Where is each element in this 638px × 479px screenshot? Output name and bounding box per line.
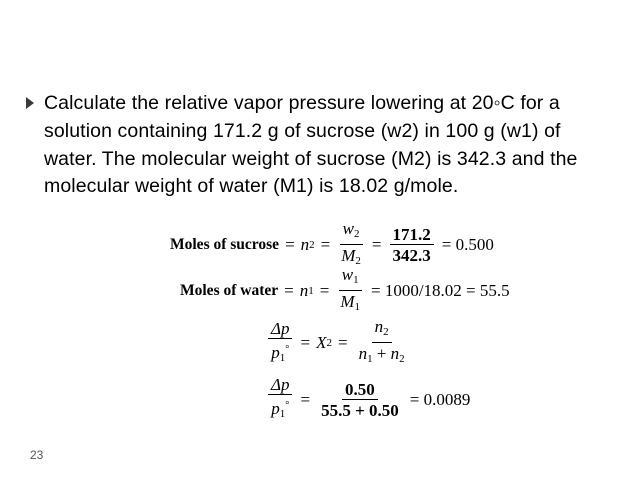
eq4-result: = 0.0089 (409, 389, 471, 409)
eq4-p-sub: 1 (279, 408, 286, 420)
eq2-label: Moles of water (180, 282, 279, 299)
eq4-fraction-values (318, 381, 402, 419)
eq2-equals-2: = (319, 281, 330, 300)
eq3-equals-2: = (337, 333, 348, 352)
eq2-result: = 1000/18.02 = 55.5 (370, 281, 510, 300)
eq3-n2: n (374, 317, 384, 336)
equation-relative-lowering (266, 318, 410, 368)
eq1-n-sub: 2 (309, 239, 315, 251)
eq3-fraction-mole (356, 318, 408, 368)
eq2-w: w (341, 265, 354, 284)
equation-moles-water (180, 266, 516, 316)
eq1-w-sub: 2 (354, 228, 360, 240)
equation-result (266, 376, 476, 423)
eq1-M-sub: 2 (355, 255, 361, 267)
eq3-delta-p: Δp (271, 318, 290, 338)
bullet-item (26, 90, 616, 201)
eq3-p-sub: 1 (279, 351, 286, 364)
eq1-fraction-values (390, 226, 434, 264)
eq3-fraction-dp-over-p (268, 320, 292, 367)
eq1-frac-num: 171.2 (390, 226, 434, 245)
eq4-p-sup: ° (285, 400, 290, 411)
eq4-den: 55.5 + 0.50 (321, 400, 399, 420)
eq4-fraction-dp-over-p (268, 376, 292, 423)
eq2-n-sub: 1 (308, 285, 314, 297)
eq2-equals: = (284, 281, 294, 300)
eq3-n2-sub: 2 (383, 326, 389, 338)
eq1-equals: = (285, 235, 295, 254)
eq3-plus: + (372, 344, 391, 363)
eq3-n1: n (358, 344, 368, 363)
eq4-p: p (271, 399, 280, 418)
eq3-n1-sub: 1 (367, 353, 373, 365)
eq2-w-sub: 1 (353, 274, 359, 286)
eq4-delta-p: Δp (271, 375, 290, 394)
eq1-w: w (342, 219, 354, 238)
eq3-n2-den-sub: 2 (399, 353, 405, 365)
eq1-result: = 0.500 (441, 235, 494, 254)
eq1-frac-den: 342.3 (392, 246, 431, 265)
eq2-M: M (340, 292, 355, 311)
eq4-num: 0.50 (342, 381, 378, 400)
eq3-p: p (271, 342, 280, 362)
eq3-X-sub: 2 (326, 337, 332, 349)
eq1-M: M (341, 246, 356, 265)
eq2-M-sub: 1 (354, 301, 360, 313)
eq2-fraction-w-over-m (337, 266, 363, 316)
eq1-equals-3: = (371, 235, 382, 254)
eq3-X: X (316, 333, 327, 352)
eq1-n: n (300, 235, 310, 254)
triangle-bullet-icon (26, 97, 34, 109)
eq1-equals-2: = (320, 235, 331, 254)
bullet-text: Calculate the relative vapor pressure lowering at 20◦C for a solution containing 171.2 g of sucrose (w2) in 100 g (w1) of water. The molecular weight of sucrose (M2) is 342.3 and the molecular weight of water (M1) is 18.02 g/mole. (44, 92, 578, 198)
page-number: 23 (30, 448, 44, 462)
eq1-label: Moles of sucrose (170, 236, 280, 253)
eq2-n: n (299, 281, 309, 300)
eq4-equals: = (300, 389, 311, 409)
eq3-n2-den: n (390, 344, 400, 363)
eq3-p-sup: ° (285, 343, 290, 355)
eq3-equals: = (300, 333, 311, 352)
equation-moles-sucrose (170, 220, 500, 270)
eq1-fraction-w-over-m (338, 220, 364, 270)
